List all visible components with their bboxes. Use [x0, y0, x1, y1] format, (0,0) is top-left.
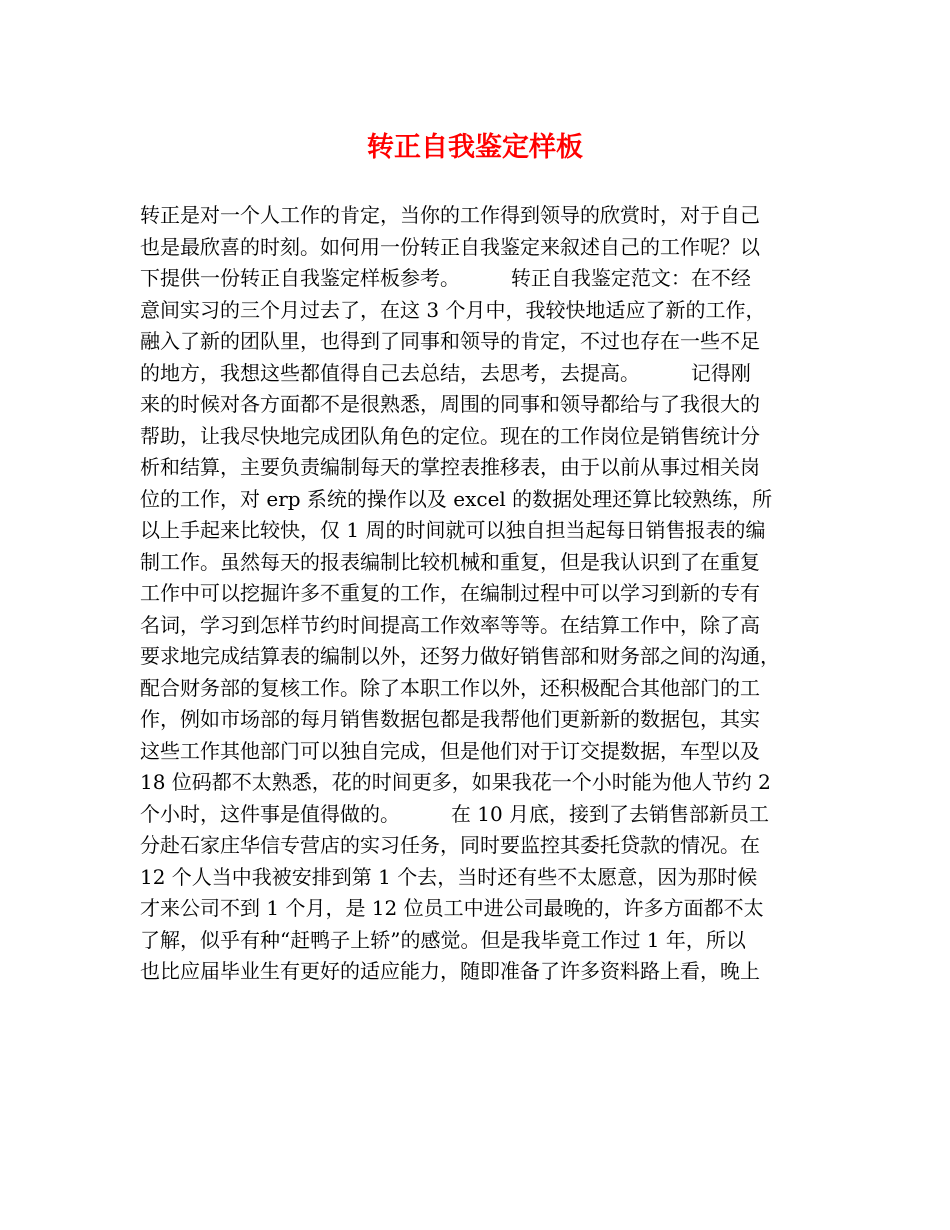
- body-line: 意间实习的三个月过去了，在这 3 个月中，我较快地适应了新的工作，: [140, 297, 766, 322]
- body-line: 析和结算，主要负责编制每天的掌控表推移表，由于以前从事过相关岗: [140, 455, 760, 479]
- body-line: 也是最欣喜的时刻。如何用一份转正自我鉴定来叙述自己的工作呢？以: [140, 234, 760, 259]
- body-line: 分赴石家庄华信专营店的实习任务，同时要监控其委托贷款的情况。在: [140, 833, 760, 857]
- body-line: 了解，似乎有种“赶鸭子上轿”的感觉。但是我毕竟工作过 1 年，所以: [140, 927, 746, 952]
- body-line: 要求地完成结算表的编制以外，还努力做好销售部和财务部之间的沟通，: [140, 644, 780, 668]
- body-line: 名词，学习到怎样节约时间提高工作效率等等。在结算工作中，除了高: [140, 612, 760, 637]
- body-line: 18 位码都不太熟悉，花的时间更多，如果我花一个小时能为他人节约 2: [140, 770, 771, 794]
- body-line: 12 个人当中我被安排到第 1 个去，当时还有些不太愿意，因为那时候: [140, 864, 758, 889]
- body-line: 工作中可以挖掘许多不重复的工作，在编制过程中可以学习到新的专有: [140, 581, 760, 605]
- body-line: 个小时，这件事是值得做的。 在 10 月底，接到了去销售部新员工: [140, 801, 770, 826]
- body-line: 的地方，我想这些都值得自己去总结，去思考，去提高。 记得刚: [140, 360, 751, 385]
- document-body: [140, 200, 820, 988]
- body-line: 才来公司不到 1 个月，是 12 位员工中进公司最晚的，许多方面都不太: [140, 896, 764, 920]
- body-line: 制工作。虽然每天的报表编制比较机械和重复，但是我认识到了在重复: [140, 549, 760, 574]
- body-line: 作，例如市场部的每月销售数据包都是我帮他们更新新的数据包，其实: [140, 707, 760, 731]
- body-line: 融入了新的团队里，也得到了同事和领导的肯定，不过也存在一些不足: [140, 329, 760, 353]
- body-line: 位的工作，对 erp 系统的操作以及 excel 的数据处理还算比较熟练，所: [140, 486, 773, 511]
- body-line: 转正是对一个人工作的肯定，当你的工作得到领导的欣赏时，对于自己: [140, 203, 760, 227]
- body-line: 配合财务部的复核工作。除了本职工作以外，还积极配合其他部门的工: [140, 675, 760, 700]
- body-line: 帮助，让我尽快地完成团队角色的定位。现在的工作岗位是销售统计分: [140, 423, 760, 448]
- body-line: 以上手起来比较快，仅 1 周的时间就可以独自担当起每日销售报表的编: [140, 518, 766, 542]
- body-line: 这些工作其他部门可以独自完成，但是他们对于订交提数据，车型以及: [140, 738, 760, 763]
- body-line: 也比应届毕业生有更好的适应能力，随即准备了许多资料路上看，晚上: [140, 959, 760, 983]
- body-line: 来的时候对各方面都不是很熟悉，周围的同事和领导都给与了我很大的: [140, 392, 760, 416]
- document-title: 转正自我鉴定样板: [367, 132, 583, 163]
- body-line: 下提供一份转正自我鉴定样板参考。 转正自我鉴定范文：在不经: [140, 266, 751, 290]
